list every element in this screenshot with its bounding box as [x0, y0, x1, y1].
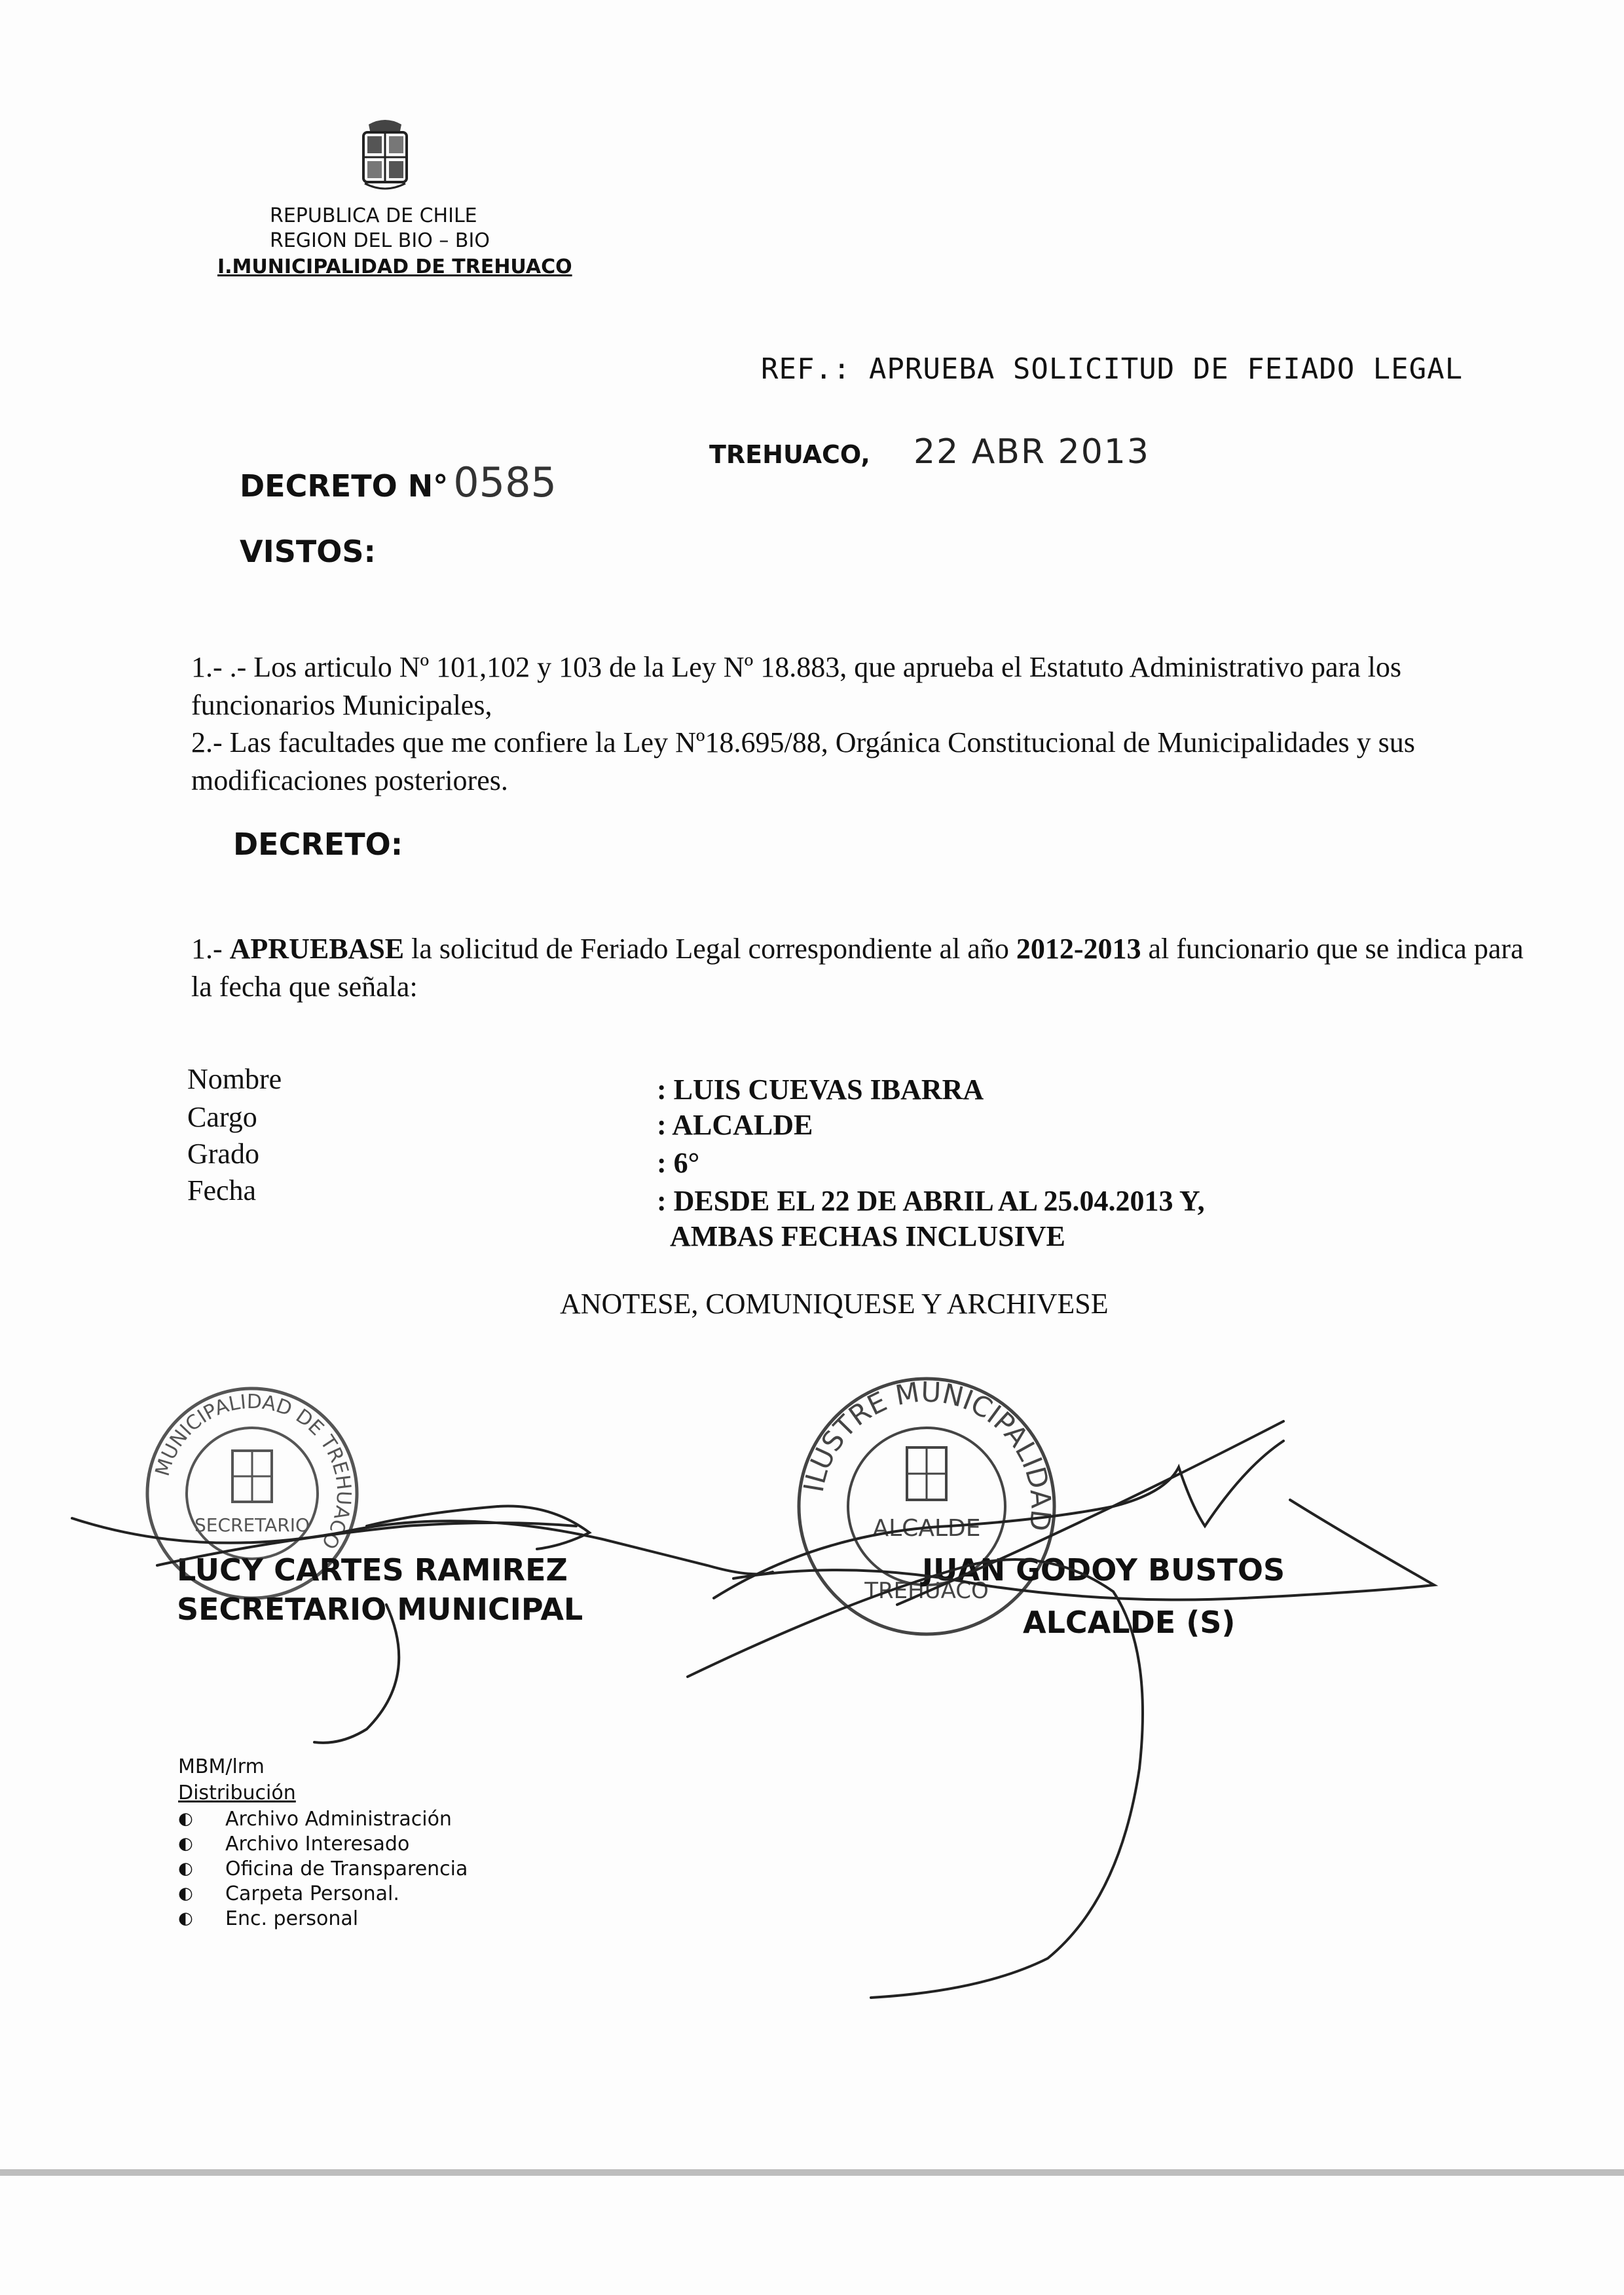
decree-place: TREHUACO, — [709, 440, 870, 469]
bullet-icon: ◐ — [178, 1909, 193, 1928]
field-value-grado: : 6° — [657, 1147, 700, 1179]
stamp-left-center-text: SECRETARIO — [194, 1514, 310, 1536]
decreto-item-year: 2012-2013 — [1016, 933, 1141, 965]
signer-left-title: SECRETARIO MUNICIPAL — [177, 1592, 583, 1627]
letterhead-municipality: I.MUNICIPALIDAD DE TREHUACO — [217, 255, 572, 278]
mayor-stamp — [789, 1369, 1064, 1644]
distribution-heading: Distribución — [178, 1782, 296, 1804]
distribution-item: ◐ Archivo Interesado — [178, 1832, 410, 1856]
bullet-icon: ◐ — [178, 1859, 193, 1878]
distribution-item: ◐ Carpeta Personal. — [178, 1882, 399, 1905]
stamp-right-ring-text: ILUSTRE MUNICIPALIDAD — [797, 1375, 1058, 1533]
date-stamp: 22 ABR 2013 — [913, 432, 1150, 472]
decreto-item-suffix: al funcionario que se indica para la fecha que señala: — [191, 933, 1524, 1003]
distribution-item: ◐ Archivo Administración — [178, 1807, 452, 1831]
decree-number-handwritten: 0585 — [453, 458, 557, 506]
field-value-nombre: : LUIS CUEVAS IBARRA — [657, 1073, 984, 1106]
decree-number — [240, 458, 557, 506]
field-label-cargo: Cargo — [187, 1101, 257, 1133]
field-value-fecha-1: : DESDE EL 22 DE ABRIL AL 25.04.2013 Y, — [657, 1185, 1205, 1217]
bullet-icon: ◐ — [178, 1809, 193, 1829]
closing-formula: ANOTESE, COMUNIQUESE Y ARCHIVESE — [560, 1288, 1109, 1320]
bullet-icon: ◐ — [178, 1884, 193, 1903]
distribution-item: ◐ Enc. personal — [178, 1907, 359, 1930]
signer-right-name: JUAN GODOY BUSTOS — [922, 1552, 1285, 1588]
field-label-grado: Grado — [187, 1138, 259, 1170]
decree-label: DECRETO N° — [240, 468, 449, 504]
vistos-item-2: 2.- Las facultades que me confiere la Ley Nº18.695/88, Orgánica Constitucional de Municipalidades y sus modificaciones posteriores. — [191, 726, 1415, 796]
field-value-cargo: : ALCALDE — [657, 1109, 813, 1141]
field-value-fecha-2: AMBAS FECHAS INCLUSIVE — [670, 1220, 1065, 1252]
typist-initials: MBM/lrm — [178, 1755, 265, 1778]
scan-bottom-edge — [0, 2169, 1624, 2176]
decreto-item-verb: APRUEBASE — [229, 933, 405, 965]
vistos-item-1: 1.- .- Los articulo Nº 101,102 y 103 de la Ley Nº 18.883, que aprueba el Estatuto Administrativo para los funcionarios Municipales, — [191, 651, 1401, 721]
decreto-item-mid: la solicitud de Feriado Legal correspondiente al año — [404, 933, 1016, 965]
reference-line: REF.: APRUEBA SOLICITUD DE FEIADO LEGAL — [761, 352, 1464, 386]
field-label-fecha: Fecha — [187, 1174, 257, 1206]
stamp-right-center-text: ALCALDE — [872, 1515, 981, 1542]
letterhead-region: REGION DEL BIO – BIO — [270, 229, 490, 252]
vistos-heading: VISTOS: — [240, 534, 376, 569]
decreto-item-1 — [191, 930, 1527, 1006]
field-label-nombre: Nombre — [187, 1063, 282, 1095]
stamp-left-ring-text: MUNICIPALIDAD DE TREHUACO — [151, 1390, 356, 1554]
signer-right-title: ALCALDE (S) — [1023, 1605, 1236, 1640]
decreto-heading: DECRETO: — [233, 827, 403, 862]
distribution-item: ◐ Oficina de Transparencia — [178, 1857, 468, 1880]
letterhead-country: REPUBLICA DE CHILE — [270, 204, 477, 227]
municipal-crest-icon — [357, 118, 413, 194]
decreto-item-prefix: 1.- — [191, 933, 230, 965]
bullet-icon: ◐ — [178, 1834, 193, 1854]
signer-left-name: LUCY CARTES RAMIREZ — [177, 1552, 568, 1588]
stamp-right-bottom-text: TREHUACO — [864, 1578, 989, 1604]
distribution-list — [178, 1806, 468, 1931]
